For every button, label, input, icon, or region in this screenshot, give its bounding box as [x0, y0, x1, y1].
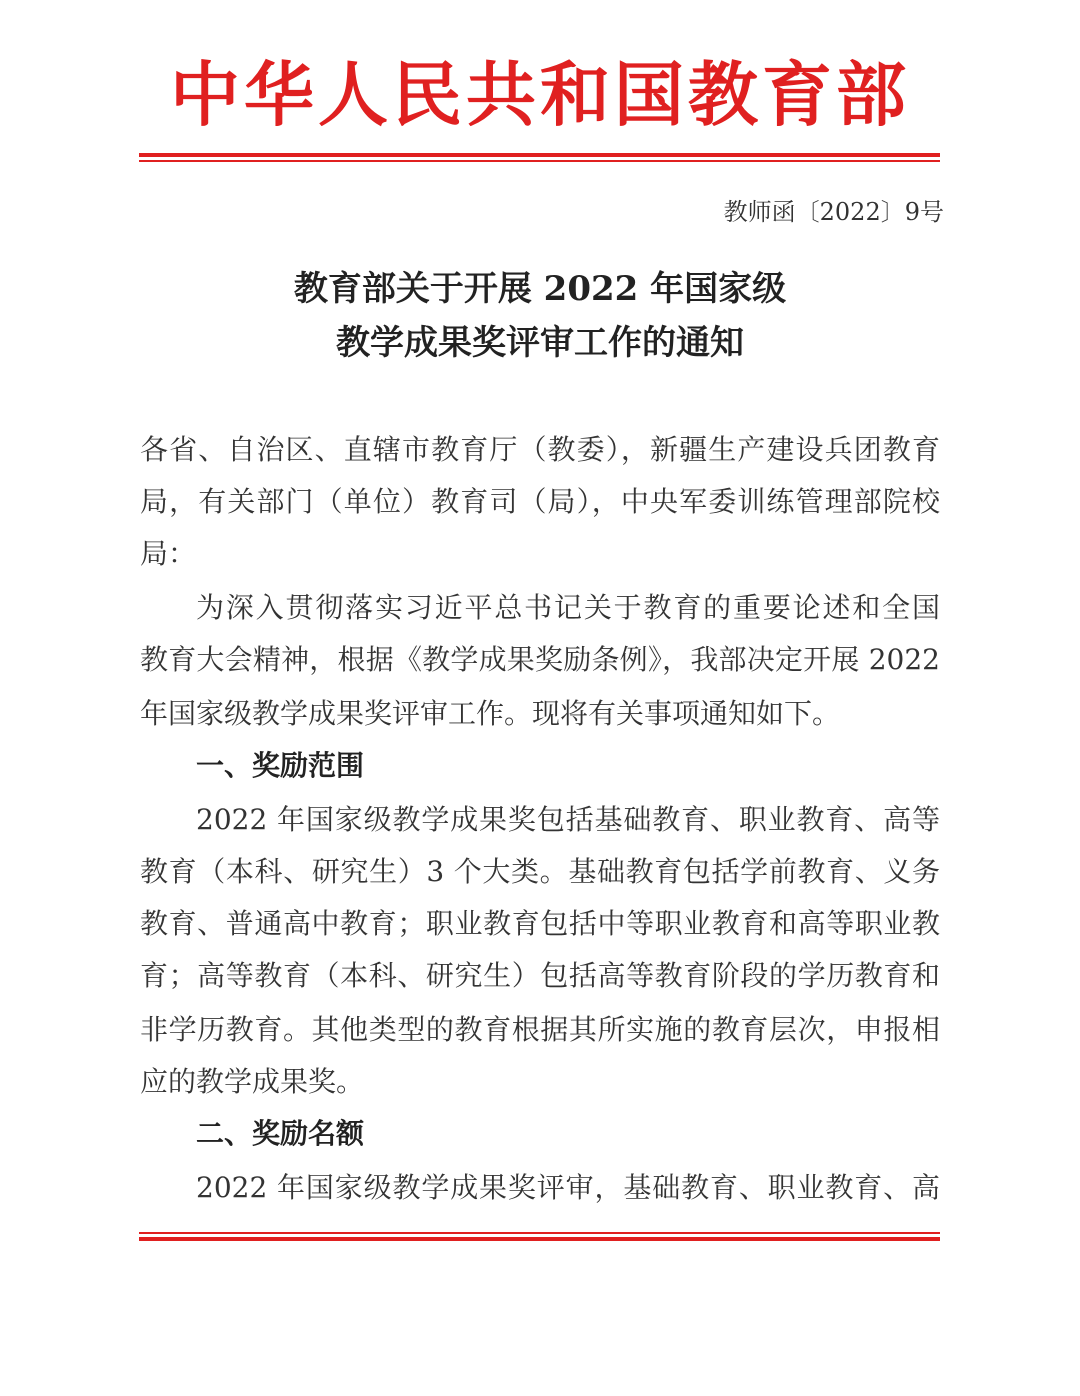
para2-line-5: 非学历教育。其他类型的教育根据其所实施的教育层次，申报相: [140, 1013, 940, 1046]
para1-line-2: 教育大会精神，根据《教学成果奖励条例》，我部决定开展 2022: [140, 643, 940, 676]
para1-line-3: 年国家级教学成果奖评审工作。现将有关事项通知如下。: [140, 697, 841, 730]
salutation-line-1: 各省、自治区、直辖市教育厅（教委），新疆生产建设兵团教育: [140, 433, 940, 466]
footer-divider: [139, 1232, 940, 1241]
header-divider: [139, 153, 940, 162]
para2-line-3: 教育、普通高中教育；职业教育包括中等职业教育和高等职业教: [140, 907, 940, 940]
para1-line-1: 为深入贯彻落实习近平总书记关于教育的重要论述和全国: [196, 591, 940, 624]
document-number: 教师函〔2022〕9号: [723, 198, 944, 226]
section-heading-2: 二、奖励名额: [196, 1117, 365, 1150]
para2-line-4: 育；高等教育（本科、研究生）包括高等教育阶段的学历教育和: [140, 959, 940, 992]
para2-line-2: 教育（本科、研究生）3 个大类。基础教育包括学前教育、义务: [140, 855, 940, 888]
para2-line-1: 2022 年国家级教学成果奖包括基础教育、职业教育、高等: [196, 803, 940, 836]
salutation-line-2: 局，有关部门（单位）教育司（局），中央军委训练管理部院校: [140, 485, 940, 518]
ministry-name-header: 中华人民共和国教育部: [170, 54, 910, 136]
para2-line-6: 应的教学成果奖。: [140, 1065, 365, 1098]
document-title-line-1: 教育部关于开展 2022 年国家级: [293, 269, 787, 309]
document-title-line-2: 教学成果奖评审工作的通知: [336, 323, 744, 363]
section-heading-1: 一、奖励范围: [196, 749, 365, 782]
salutation-line-3: 局：: [140, 537, 197, 570]
para3-line-1: 2022 年国家级教学成果奖评审，基础教育、职业教育、高: [196, 1171, 940, 1204]
